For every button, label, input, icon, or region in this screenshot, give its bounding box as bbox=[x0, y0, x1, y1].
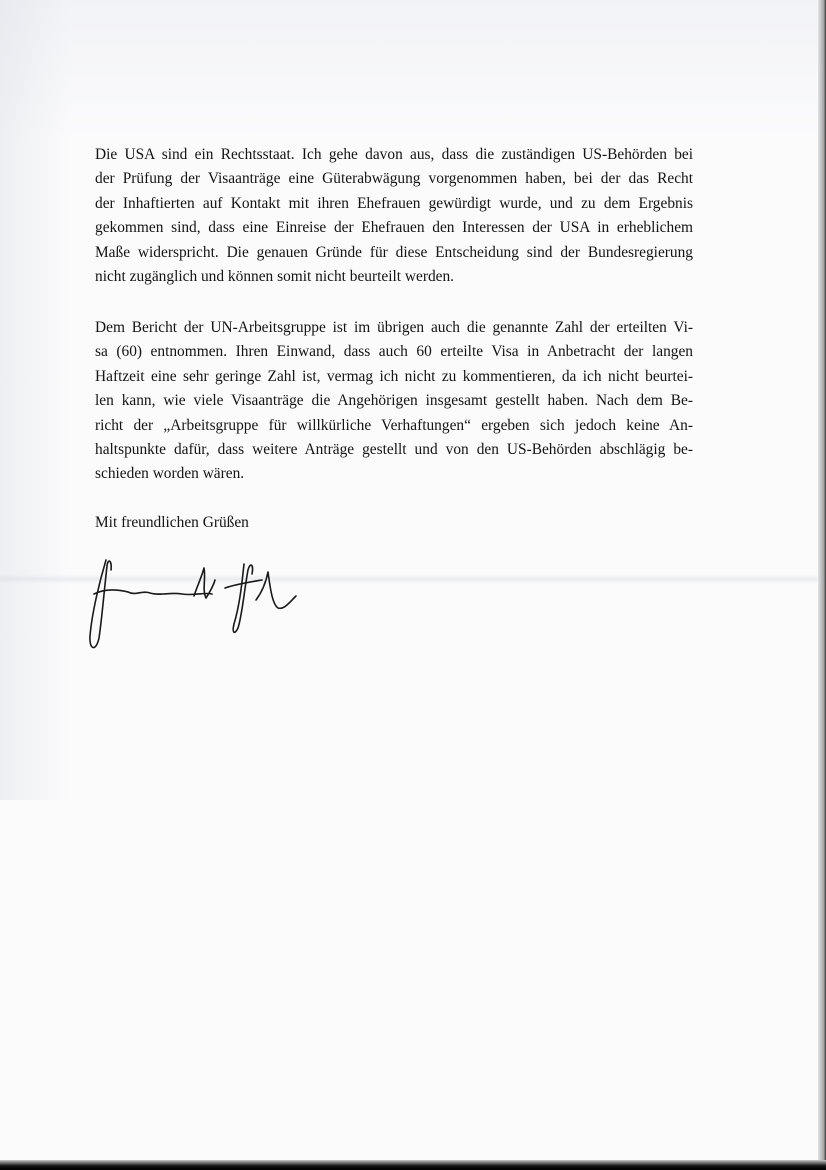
paragraph-1 bbox=[95, 143, 693, 289]
scan-border bbox=[818, 0, 826, 1170]
closing-salutation: Mit freundlichen Grüßen bbox=[95, 514, 249, 531]
text-line: richt der „Arbeitsgruppe für willkürliche Verhaftungen“ ergeben sich jedoch keine An- bbox=[95, 416, 693, 434]
scan-shading bbox=[0, 0, 826, 140]
text-line: len kann, wie viele Visaanträge die Angehörigen insgesamt gestellt haben. Nach dem Be- bbox=[95, 392, 693, 410]
paragraph-2 bbox=[95, 316, 693, 487]
text-line: der Inhaftierten auf Kontakt mit ihren Ehefrauen gewürdigt wurde, und zu dem Ergebnis bbox=[95, 194, 693, 212]
text-line: Dem Bericht der UN-Arbeitsgruppe ist im übrigen auch die genannte Zahl der erteilten Vi- bbox=[95, 319, 693, 336]
scan-shading bbox=[0, 0, 70, 800]
text-line: nicht zugänglich und können somit nicht beurteilt werden. bbox=[95, 267, 455, 285]
text-line: Die USA sind ein Rechtsstaat. Ich gehe davon aus, dass die zuständigen US-Behörden bei bbox=[95, 146, 693, 163]
text-line: haltspunkte dafür, dass weitere Anträge gestellt und von den US-Behörden abschlägig be- bbox=[95, 440, 693, 458]
handwritten-signature bbox=[84, 552, 310, 656]
text-line: sa (60) entnommen. Ihren Einwand, dass auch 60 erteilte Visa in Anbetracht der langen bbox=[95, 343, 693, 361]
text-line: schieden worden wären. bbox=[95, 465, 245, 483]
text-line: der Prüfung der Visaanträge eine Güterabwägung vorgenommen haben, bei der das Recht bbox=[95, 170, 693, 188]
text-line: Haftzeit eine sehr geringe Zahl ist, vermag ich nicht zu kommentieren, da ich nicht beurtei- bbox=[95, 367, 693, 385]
text-line: Maße widerspricht. Die genauen Gründe für diese Entscheidung sind der Bundesregierung bbox=[95, 243, 693, 261]
text-line: gekommen sind, dass eine Einreise der Ehefrauen den Interessen der USA in erheblichem bbox=[95, 219, 693, 237]
scan-border bbox=[0, 1160, 826, 1170]
